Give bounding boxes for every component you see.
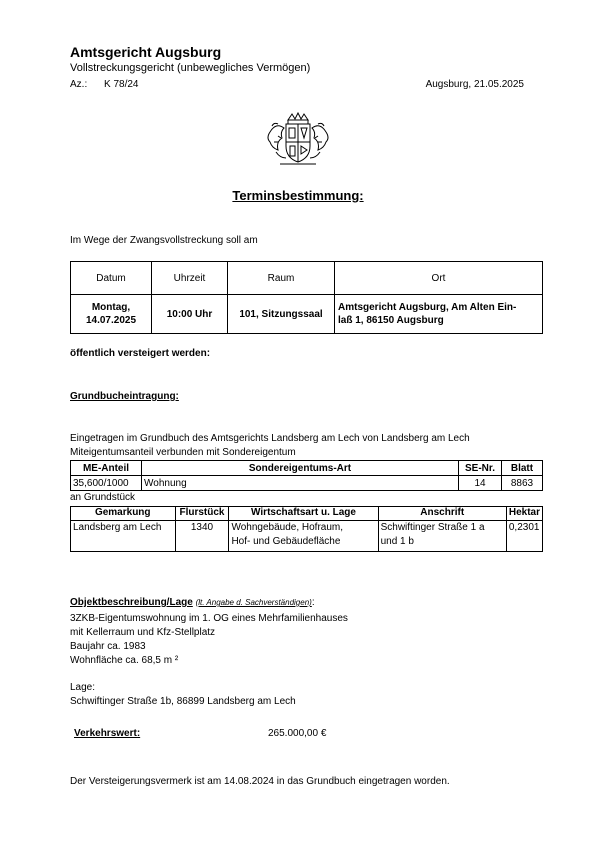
appointment-date bbox=[71, 295, 152, 334]
anschrift-line-2: und 1 b bbox=[380, 536, 414, 547]
place-date: Augsburg, 21.05.2025 bbox=[425, 79, 524, 90]
wirtschaftsart bbox=[229, 521, 378, 552]
grundbuch-text-2: Miteigentumsanteil verbunden mit Sondereigentum bbox=[70, 447, 296, 458]
object-line-1: 3ZKB-Eigentumswohnung im 1. OG eines Mehrfamilienhauses bbox=[70, 613, 348, 624]
appointment-room: 101, Sitzungssaal bbox=[228, 295, 335, 334]
wirtschaftsart-line-1: Wohngebäude, Hofraum, bbox=[231, 522, 344, 533]
lage-label: Lage: bbox=[70, 682, 96, 693]
header-datum: Datum bbox=[71, 262, 152, 295]
object-line-3: Baujahr ca. 1983 bbox=[70, 641, 146, 652]
header-flurstueck: Flurstück bbox=[175, 507, 229, 521]
object-heading-note: (lt. Angabe d. Sachverständigen) bbox=[195, 598, 312, 607]
me-anteil: 35,600/1000 bbox=[71, 476, 142, 491]
plot-table bbox=[70, 506, 543, 552]
date-weekday: Montag, bbox=[91, 302, 131, 313]
footer-note: Der Versteigerungsvermerk ist am 14.08.2024 in das Grundbuch eingetragen worden. bbox=[70, 776, 450, 787]
header-uhrzeit: Uhrzeit bbox=[152, 262, 228, 295]
appointment-table bbox=[70, 261, 543, 334]
grundbuch-heading: Grundbucheintragung: bbox=[70, 391, 179, 402]
object-description-heading bbox=[70, 597, 315, 608]
intro-text: Im Wege der Zwangsvollstreckung soll am bbox=[70, 235, 258, 246]
header-gemarkung: Gemarkung bbox=[71, 507, 176, 521]
object-heading-text: Objektbeschreibung/Lage bbox=[70, 597, 193, 608]
object-heading-colon: : bbox=[311, 597, 315, 608]
se-nr: 14 bbox=[459, 476, 502, 491]
date-value: 14.07.2025 bbox=[85, 315, 137, 326]
header-wirtschaftsart: Wirtschaftsart u. Lage bbox=[229, 507, 378, 521]
grundbuch-text-1: Eingetragen im Grundbuch des Amtsgerichts Landsberg am Lech von Landsberg am Lech bbox=[70, 433, 470, 444]
header-anschrift: Anschrift bbox=[378, 507, 506, 521]
place-line-1: Amtsgericht Augsburg, Am Alten Ein- bbox=[338, 302, 517, 313]
appointment-time: 10:00 Uhr bbox=[152, 295, 228, 334]
object-line-4: Wohnfläche ca. 68,5 m ² bbox=[70, 655, 179, 666]
file-number-label: Az.: bbox=[70, 79, 88, 90]
bavarian-coat-of-arms-icon bbox=[262, 112, 334, 170]
flurstueck: 1340 bbox=[175, 521, 229, 552]
header-ort: Ort bbox=[335, 262, 543, 295]
lage-address: Schwiftinger Straße 1b, 86899 Landsberg am Lech bbox=[70, 696, 296, 707]
place-line-2: laß 1, 86150 Augsburg bbox=[338, 315, 444, 326]
hektar: 0,2301 bbox=[506, 521, 542, 552]
sold-statement: öffentlich versteigert werden: bbox=[70, 348, 211, 359]
anschrift-line-1: Schwiftinger Straße 1 a bbox=[380, 522, 485, 533]
court-name: Amtsgericht Augsburg bbox=[70, 44, 222, 60]
court-department: Vollstreckungsgericht (unbewegliches Vermögen) bbox=[70, 62, 311, 74]
verkehrswert-value: 265.000,00 € bbox=[268, 728, 327, 739]
file-number: K 78/24 bbox=[104, 79, 139, 90]
blatt: 8863 bbox=[502, 476, 543, 491]
wirtschaftsart-line-2: Hof- und Gebäudefläche bbox=[231, 536, 341, 547]
header-blatt: Blatt bbox=[502, 461, 543, 476]
header-se-nr: SE-Nr. bbox=[459, 461, 502, 476]
header-raum: Raum bbox=[228, 262, 335, 295]
header-hektar: Hektar bbox=[506, 507, 542, 521]
se-art: Wohnung bbox=[142, 476, 459, 491]
header-se-art: Sondereigentums-Art bbox=[142, 461, 459, 476]
verkehrswert-label: Verkehrswert: bbox=[74, 728, 141, 739]
an-grundstueck-label: an Grundstück bbox=[70, 492, 136, 503]
object-line-2: mit Kellerraum und Kfz-Stellplatz bbox=[70, 627, 216, 638]
anschrift bbox=[378, 521, 506, 552]
sondereigentum-table bbox=[70, 460, 543, 491]
gemarkung: Landsberg am Lech bbox=[71, 521, 176, 552]
header-me-anteil: ME-Anteil bbox=[71, 461, 142, 476]
document-title: Terminsbestimmung: bbox=[232, 188, 364, 203]
appointment-place bbox=[335, 295, 543, 334]
